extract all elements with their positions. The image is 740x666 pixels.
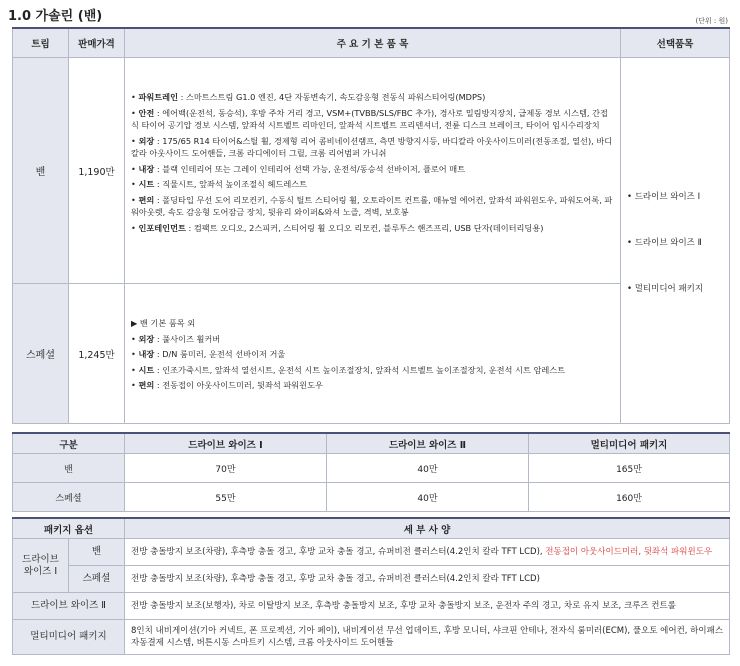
feature-item: • 편의 : 폴딩타입 무선 도어 리모컨키, 수동식 틸트 스티어링 휠, 오토라이트 컨트롤, 매뉴얼 에어컨, 앞좌석 파워윈도우, 파워도어록, 파워아웃렛, 속도 감응형 도어잠금 장치, 뒷유리 와이퍼&와셔 노즐, 격벽, 보호봉: [131, 194, 613, 217]
price-cell: 165만: [529, 454, 730, 483]
price-cell: 70만: [125, 454, 327, 483]
option-list: [621, 58, 730, 424]
package-dw1-label: 드라이브 와이즈 Ⅰ: [13, 539, 69, 593]
package-subrow-label: 밴: [69, 539, 125, 566]
trim-name-special: 스페셜: [13, 284, 69, 424]
feature-item: • 편의 : 전동접이 아웃사이드미러, 뒷좌석 파워윈도우: [131, 380, 323, 390]
trim-price-van: 1,190만: [69, 58, 125, 284]
option-item: • 드라이브 와이즈 Ⅰ: [627, 192, 701, 202]
option-item: • 드라이브 와이즈 Ⅱ: [627, 238, 702, 248]
package-dw2-label: 드라이브 와이즈 Ⅱ: [13, 593, 125, 620]
price-cell: 40만: [327, 454, 529, 483]
trim-name-van: 밴: [13, 58, 69, 284]
trim-table: [12, 27, 730, 424]
feature-item: • 안전 : 에어백(운전석, 동승석), 후방 주차 거리 경고, VSM+(TVBB/SLS/FBC 추가), 경사로 밀림방지장치, 급제동 경보 시스템, 간접식 타이어 공기압 경보 시스템, 앞좌석 시트벨트 리마인더, 앞좌석 시트벨트 프리텐셔너, 전륜 디스크 브레이크, 타이어 임시수리장치: [131, 107, 608, 130]
feature-item: • 외장 : 175/65 R14 타이어&스틸 휠, 경제형 리어 콤비네이션램프, 측면 방향지시등, 바디칼라 아웃사이드미러(전동조절, 열선), 바디칼라 아웃사이드 도어핸들, 크롬 라디에이터 그릴, 크롬 리어범퍼 가니쉬: [131, 135, 613, 158]
trim-features-special: [125, 284, 621, 424]
feature-item: • 파워트레인 : 스마트스트림 G1.0 엔진, 4단 자동변속기, 속도감응형 전동식 파워스티어링(MDPS): [131, 92, 486, 102]
option-price-table: [12, 432, 730, 512]
feature-item: • 시트 : 직물시트, 앞좌석 높이조절식 헤드레스트: [131, 179, 308, 189]
price-row-label: 스페셜: [13, 483, 125, 512]
price-header-multimedia: 멀티미디어 패키지: [529, 433, 730, 454]
feature-item: • 인포테인먼트 : 컴팩트 오디오, 2스피커, 스티어링 휠 오디오 리모컨, 블루투스 핸즈프리, USB 단자(데이터리딩용): [131, 222, 544, 233]
unit-label: (단위 : 원): [695, 17, 728, 25]
package-detail-text: 전방 충돌방지 보조(보행자), 차로 이탈방지 보조, 후측방 충돌방지 보조, 후방 교차 충돌방지 보조, 운전자 주의 경고, 차로 유지 보조, 크루즈 컨트롤: [125, 593, 730, 620]
package-header-detail: 세 부 사 양: [125, 518, 730, 539]
highlight-text: 전동접이 아웃사이드미러, 뒷좌석 파워윈도우: [545, 547, 713, 557]
header-price: 판매가격: [69, 28, 125, 58]
package-subrow-label: 스페셜: [69, 566, 125, 593]
feature-item: • 내장 : D/N 룸미러, 운전석 선바이저 거울: [131, 349, 286, 359]
price-cell: 55만: [125, 483, 327, 512]
feature-item: • 시트 : 인조가죽시트, 앞좌석 열선시트, 운전석 시트 높이조절장치, 앞좌석 시트벨트 높이조절장치, 운전석 시트 암레스트: [131, 364, 566, 375]
package-detail-text: 전방 충돌방지 보조(차량), 후측방 충돌 경고, 후방 교차 충돌 경고, 슈퍼비전 클러스터(4.2인치 칼라 TFT LCD), 전동접이 아웃사이드미러, 뒷좌석 파워윈도우: [125, 539, 730, 566]
package-detail-table: [12, 517, 730, 655]
package-detail-text: 전방 충돌방지 보조(차량), 후측방 충돌 경고, 후방 교차 충돌 경고, 슈퍼비전 클러스터(4.2인치 칼라 TFT LCD): [125, 566, 730, 593]
price-header-dw1: 드라이브 와이즈 Ⅰ: [125, 433, 327, 454]
package-detail-text: 8인치 내비게이션(기아 커넥트, 폰 프로젝션, 기아 페이), 내비게이션 무선 업데이트, 후방 모니터, 샤크핀 안테나, 전자식 룸미러(ECM), 풀오토 에어컨, 하이패스 자동결제 시스템, 버튼시동 스마트키 시스템, 크롬 아웃사이드 도어핸들: [125, 620, 730, 655]
price-cell: 160만: [529, 483, 730, 512]
price-cell: 40만: [327, 483, 529, 512]
price-header-dw2: 드라이브 와이즈 Ⅱ: [327, 433, 529, 454]
trim-price-special: 1,245만: [69, 284, 125, 424]
feature-item: • 외장 : 풀사이즈 휠커버: [131, 333, 221, 344]
package-header-option: 패키지 옵션: [13, 518, 125, 539]
feature-item: • 내장 : 블랙 인테리어 또는 그레이 인테리어 선택 가능, 운전석/동승석 선바이저, 플로어 매트: [131, 163, 466, 174]
option-item: • 멀티미디어 패키지: [627, 284, 704, 294]
feature-intro: ▶ 밴 기본 품목 외: [131, 318, 196, 328]
trim-features-van: [125, 58, 621, 284]
header-options: 선택품목: [621, 28, 730, 58]
header-features: 주 요 기 본 품 목: [125, 28, 621, 58]
price-header-category: 구분: [13, 433, 125, 454]
package-multimedia-label: 멀티미디어 패키지: [13, 620, 125, 655]
price-row-label: 밴: [13, 454, 125, 483]
page-title: 1.0 가솔린 (밴): [8, 9, 103, 24]
header-trim: 트림: [13, 28, 69, 58]
